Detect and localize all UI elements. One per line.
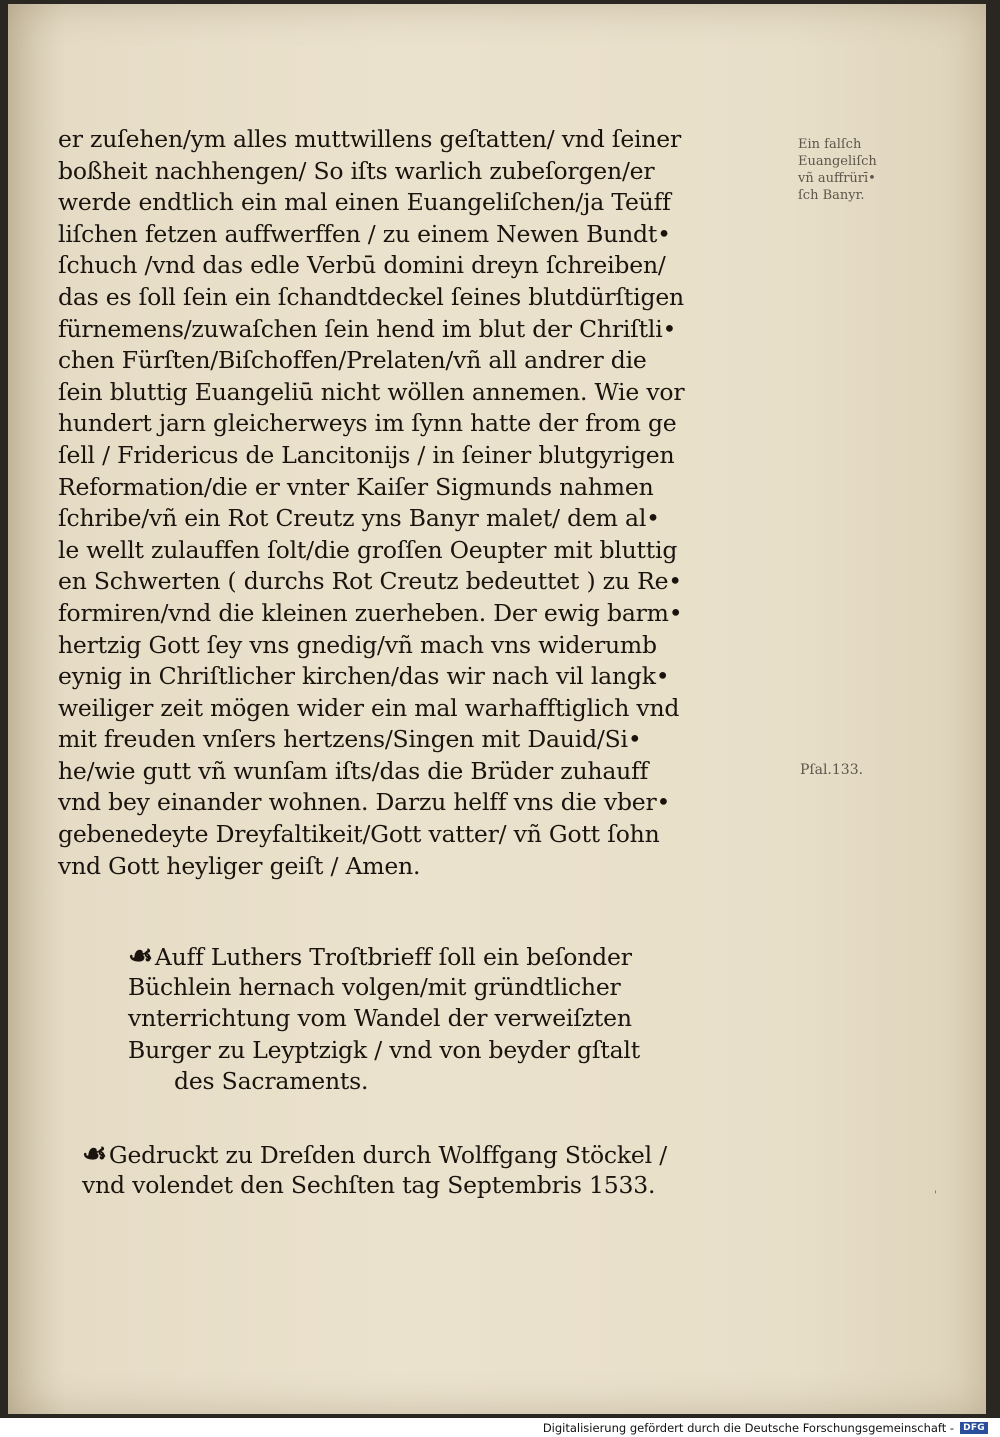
text-line: Reformation/die er vnter Kaiſer Sigmunds nahmen <box>58 472 654 501</box>
text-line: ſchuch /vnd das edle Verbū domini dreyn ſchreiben/ <box>58 251 666 280</box>
funding-credit: Digitalisierung gefördert durch die Deutsche Forschungsgemeinschaft - <box>542 1421 955 1435</box>
text-line: ſchribe/vñ ein Rot Creutz yns Banyr malet/ dem al• <box>58 504 660 533</box>
text-line: mit freuden vnſers hertzens/Singen mit Dauid/Si• <box>58 725 642 754</box>
text-line: gebenedeyte Dreyfaltikeit/Gott vatter/ vñ Gott ſohn <box>58 820 660 849</box>
text-line: vnd Gott heyliger geiſt / Amen. <box>58 851 421 880</box>
text-line: weiliger zeit mögen wider ein mal warhafftiglich vnd <box>58 693 680 722</box>
text-line: en Schwerten ( durchs Rot Creutz bedeuttet ) zu Re• <box>58 567 682 596</box>
text-line: eynig in Chriſtlicher kirchen/das wir nach vil langk• <box>58 662 670 691</box>
text-line: he/wie gutt vñ wunſam iſts/das die Brüder zuhauff <box>58 756 649 785</box>
dfg-logo-icon: DFG <box>960 1422 988 1434</box>
text-line: boßheit nachhengen/ So iſts warlich zubeſorgen/er <box>58 156 655 185</box>
text-line: chen Fürſten/Biſchoffen/Prelaten/vñ all andrer die <box>58 346 647 375</box>
text-line <box>128 940 640 972</box>
digitization-footer <box>543 1420 988 1436</box>
margin-note-line: Euangeliſch <box>798 154 877 169</box>
body-text <box>58 124 798 882</box>
margin-note-banner <box>798 136 918 204</box>
paragraph-mark-icon: ☙ <box>128 939 153 972</box>
text-line: ſein bluttig Euangeliū nicht wöllen annemen. Wie vor <box>58 377 685 406</box>
text-line: hundert jarn gleicherweys im ſynn hatte der from ge <box>58 409 677 438</box>
text-line: vnd bey einander wohnen. Darzu helff vns die vber• <box>58 788 671 817</box>
margin-note-line: ſch Banyr. <box>798 188 865 203</box>
text-line: Burger zu Leyptzigk / vnd von beyder gſtalt <box>128 1035 640 1064</box>
text-line: liſchen fetzen auffwerffen / zu einem Newen Bundt• <box>58 219 671 248</box>
text-line: ſell / Fridericus de Lancitonijs / in ſeiner blutgyrigen <box>58 440 675 469</box>
text-line: vnd volendet den Sechſten tag Septembris 1533. <box>82 1170 656 1199</box>
text-line: werde endtlich ein mal einen Euangeliſchen/ja Teüff <box>58 188 671 217</box>
text-line: des Sacraments. <box>174 1067 369 1096</box>
text-line <box>82 1138 667 1170</box>
announcement-paragraph <box>128 940 640 1098</box>
text-line: le wellt zulauffen ſolt/die groſſen Oeupter mit bluttig <box>58 535 678 564</box>
text-line: das es ſoll ſein ein ſchandtdeckel ſeines blutdürſtigen <box>58 282 684 311</box>
margin-note-line: Ein falſch <box>798 137 862 152</box>
paragraph-mark-icon: ☙ <box>82 1137 107 1170</box>
text-span: Auff Luthers Troſtbrieff ſoll ein beſonder <box>154 943 632 971</box>
text-line: formiren/vnd die kleinen zuerheben. Der ewig barm• <box>58 598 683 627</box>
text-line: hertzig Gott ſey vns gnedig/vñ mach vns widerumb <box>58 630 657 659</box>
text-line: fürnemens/zuwaſchen ſein hend im blut der Chriſtli• <box>58 314 677 343</box>
margin-note-line: vñ auffrürī• <box>798 171 876 186</box>
text-line: er zuſehen/ym alles muttwillens geſtatten/ vnd ſeiner <box>58 125 682 153</box>
margin-note-psalm: Pſal.133. <box>800 762 864 778</box>
text-line: vnterrichtung vom Wandel der verweiſzten <box>128 1004 632 1033</box>
page-speck-mark: ' <box>934 1190 937 1201</box>
text-span: Gedruckt zu Dreſden durch Wolffgang Stöckel / <box>108 1141 667 1169</box>
colophon-imprint <box>82 1138 667 1201</box>
text-line: Büchlein hernach volgen/mit gründtlicher <box>128 972 621 1001</box>
